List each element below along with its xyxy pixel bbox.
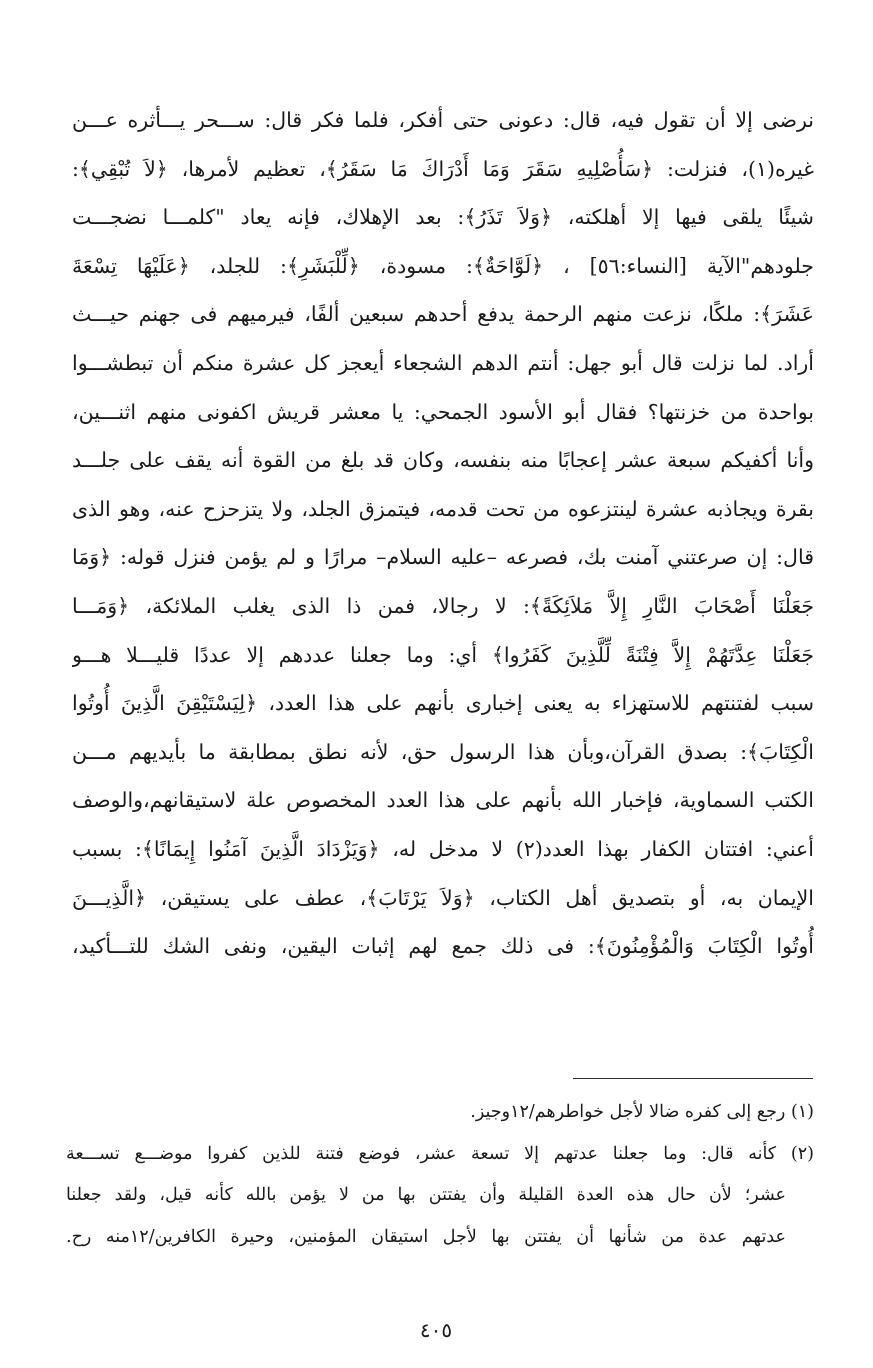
body-line: شيئًا يلقى فيها إلا أهلكته، ﴿وَلاَ تَذَرُ﴾: بعد الإهلاك، فإنه يعاد "كلمـــا نضجـــت: [72, 205, 814, 230]
body-line: أراد. لما نزلت قال أبو جهل: أنتم الدهم الشجعاء أيعجز كل عشرة منكم أن تبطشـــوا: [72, 350, 814, 375]
body-line: بقرة ويجاذبه عشرة لينتزعوه من تحت قدمه، فيتمزق الجلد، ولا يتزحزح عنه، وهو الذى: [72, 496, 814, 521]
body-line: أُوتُوا الْكِتَابَ وَالْمُؤْمِنُونَ﴾: فى ذلك جمع لهم إثبات اليقين، ونفى الشك للتـــأكيد،: [72, 934, 814, 959]
footnote-line: عشر؛ لأن حال هذه العدة القليلة وأن يفتتن بها من لا يؤمن بالله كأنه قيل، ولقد جعلنا: [66, 1185, 786, 1205]
footnotes: [66, 1092, 814, 1258]
body-line: جَعَلْنَا عِدَّتَهُمْ إِلاَّ فِتْنَةً لِّلَّذِينَ كَفَرُوا﴾ أي: وما جعلنا عددهم إلا عددًا قليـــلا هـــو: [72, 642, 814, 667]
body-line: الْكِتَابَ﴾: بصدق القرآن،وبأن هذا الرسول حق، لأنه نطق بمطابقة ما بأيديهم مـــن: [72, 739, 814, 764]
footnote-separator: [573, 1078, 813, 1079]
body-line: بواحدة من خزنتها؟ فقال أبو الأسود الجمحي: يا معشر قريش اكفونى منهم اثنـــين،: [72, 399, 814, 424]
body-line: سبب لفتنتهم للاستهزاء به يعنى إخبارى بأنهم على هذا العدد، ﴿لِيَسْتَيْقِنَ الَّذِينَ أُوتُوا: [72, 691, 814, 716]
page-number: ٤٠٥: [419, 1318, 453, 1342]
footnote-line: عدتهم عدة من شأنها أن يفتتن بها لأجل استيقان المؤمنين، وحيرة الكافرين/١٢منه رح.: [66, 1226, 786, 1247]
body-line: قال: إن صرعتني آمنت بك، فصرعه –عليه السلام– مرارًا و لم يؤمن فنزل قوله: ﴿وَمَا: [72, 545, 814, 570]
body-line: نرضى إلا أن تقول فيه، قال: دعونى حتى أفكر، فلما فكر قال: ســـحر يـــأثره عـــن: [72, 108, 814, 132]
body-line: غيره(١)، فنزلت: ﴿سَأُصْلِيهِ سَقَرَ وَمَا أَدْرَاكَ مَا سَقَرُ﴾، تعظيم لأمرها، ﴿لاَ تُبْقِي﴾:: [72, 156, 814, 181]
body-line: الإيمان به، أو بتصديق أهل الكتاب، ﴿وَلاَ يَرْتَابَ﴾، عطف على يستيقن، ﴿الَّذِيـــنَ: [72, 885, 814, 910]
body-line: أعني: افتتان الكفار بهذا العدد(٢) لا مدخل له، ﴿وَيَزْدَادَ الَّذِينَ آمَنُوا إِيمَانًا﴾: بسبب: [72, 836, 814, 861]
body-line: الكتب السماوية، فإخبار الله بأنهم على هذا العدد المخصوص علة لاستيقانهم،والوصف: [72, 788, 814, 813]
body-line: جلودهم"الآية [النساء:٥٦] ، ﴿لَوَّاحَةٌ﴾: مسودة، ﴿لِّلْبَشَرِ﴾: للجلد، ﴿عَلَيْهَا تِسْعَةَ: [72, 253, 814, 278]
body-line: جَعَلْنَا أَصْحَابَ النَّارِ إِلاَّ مَلاَئِكَةً﴾: لا رجالا، فمن ذا الذى يغلب الملائكة، ﴿وَمَـــا: [72, 593, 814, 618]
footnote-line: (٢) كأنه قال: وما جعلنا عدتهم إلا تسعة عشر، فوضع فتنة للذين كفروا موضـــع تســـعة: [66, 1143, 814, 1164]
body-line: عَشَرَ﴾: ملكًا، نزعت منهم الرحمة يدفع أحدهم سبعين ألفًا، فيرميهم فى جهنم حيـــث: [72, 302, 814, 327]
body-line: وأنا أكفيكم سبعة عشر إعجابًا منه بنفسه، وكان قد بلغ من القوة أنه يقف على جلـــد: [72, 448, 814, 473]
footnote-line: (١) رجع إلى كفره ضالا لأجل خواطرهم/١٢وجيز.: [470, 1102, 814, 1122]
body-text: [72, 96, 814, 971]
